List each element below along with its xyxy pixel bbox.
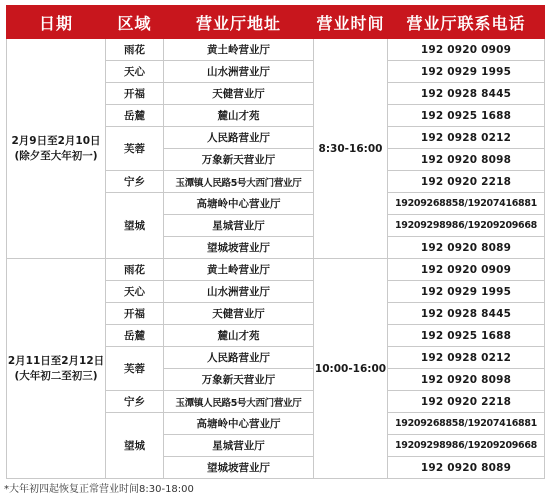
- period-hours: 10:00-16:00: [314, 259, 388, 479]
- header-district: 区域: [106, 6, 164, 39]
- hall-cell: 黄土岭营业厅: [164, 259, 314, 281]
- district-cell: 开福: [106, 303, 164, 325]
- phone-cell: 192 0920 8089: [388, 237, 545, 259]
- period-date-range: 2月9日至2月10日: [11, 134, 101, 147]
- hall-cell: 高塘岭中心营业厅: [164, 193, 314, 215]
- phone-cell: 192 0920 0909: [388, 259, 545, 281]
- hall-cell: 望城坡营业厅: [164, 457, 314, 479]
- hall-cell: 万象新天营业厅: [164, 149, 314, 171]
- schedule-sheet: [6, 5, 544, 479]
- period-date-note: (除夕至大年初一): [14, 149, 98, 162]
- hall-cell: 麓山才苑: [164, 325, 314, 347]
- district-cell: 宁乡: [106, 391, 164, 413]
- phone-cell: 192 0920 0909: [388, 39, 545, 61]
- period-date-cell: [7, 39, 106, 259]
- header-phone: 营业厅联系电话: [388, 6, 545, 39]
- district-cell: 芙蓉: [106, 347, 164, 391]
- phone-cell: 192 0920 2218: [388, 391, 545, 413]
- phone-cell: 19209298986/19209209668: [388, 435, 545, 457]
- period-date-cell: [7, 259, 106, 479]
- district-cell: 望城: [106, 193, 164, 259]
- hall-cell: 星城营业厅: [164, 435, 314, 457]
- district-cell: 岳麓: [106, 325, 164, 347]
- period-hours: 8:30-16:00: [314, 39, 388, 259]
- district-cell: 雨花: [106, 39, 164, 61]
- hall-cell: 万象新天营业厅: [164, 369, 314, 391]
- hall-cell: 麓山才苑: [164, 105, 314, 127]
- table-row: [7, 39, 545, 61]
- phone-cell: 192 0920 8098: [388, 369, 545, 391]
- hall-cell: 天健营业厅: [164, 83, 314, 105]
- phone-cell: 192 0920 2218: [388, 171, 545, 193]
- header-address: 营业厅地址: [164, 6, 314, 39]
- hall-cell: 天健营业厅: [164, 303, 314, 325]
- hall-cell: 玉潭镇人民路5号大西门营业厅: [164, 391, 314, 413]
- header-date: 日期: [7, 6, 106, 39]
- hall-cell: 山水洲营业厅: [164, 61, 314, 83]
- hall-cell: 黄土岭营业厅: [164, 39, 314, 61]
- hall-cell: 高塘岭中心营业厅: [164, 413, 314, 435]
- district-cell: 天心: [106, 61, 164, 83]
- phone-cell: 192 0920 8098: [388, 149, 545, 171]
- hall-cell: 望城坡营业厅: [164, 237, 314, 259]
- phone-cell: 19209268858/19207416881: [388, 193, 545, 215]
- period-date-range: 2月11日至2月12日: [7, 354, 105, 367]
- hours-table: [6, 5, 545, 479]
- district-cell: 开福: [106, 83, 164, 105]
- phone-cell: 192 0929 1995: [388, 281, 545, 303]
- phone-cell: 192 0928 0212: [388, 127, 545, 149]
- header-hours: 营业时间: [314, 6, 388, 39]
- period-date-note: (大年初二至初三): [14, 369, 98, 382]
- hall-cell: 玉潭镇人民路5号大西门营业厅: [164, 171, 314, 193]
- phone-cell: 19209268858/19207416881: [388, 413, 545, 435]
- footnote: *大年初四起恢复正常营业时间8:30-18:00: [4, 484, 194, 495]
- phone-cell: 192 0925 1688: [388, 325, 545, 347]
- table-row: [7, 259, 545, 281]
- phone-cell: 192 0928 8445: [388, 303, 545, 325]
- district-cell: 望城: [106, 413, 164, 479]
- phone-cell: 192 0920 8089: [388, 457, 545, 479]
- hall-cell: 山水洲营业厅: [164, 281, 314, 303]
- district-cell: 雨花: [106, 259, 164, 281]
- phone-cell: 192 0929 1995: [388, 61, 545, 83]
- hall-cell: 人民路营业厅: [164, 347, 314, 369]
- district-cell: 芙蓉: [106, 127, 164, 171]
- district-cell: 宁乡: [106, 171, 164, 193]
- hall-cell: 人民路营业厅: [164, 127, 314, 149]
- phone-cell: 192 0925 1688: [388, 105, 545, 127]
- phone-cell: 192 0928 8445: [388, 83, 545, 105]
- hall-cell: 星城营业厅: [164, 215, 314, 237]
- phone-cell: 192 0928 0212: [388, 347, 545, 369]
- district-cell: 天心: [106, 281, 164, 303]
- phone-cell: 19209298986/19209209668: [388, 215, 545, 237]
- district-cell: 岳麓: [106, 105, 164, 127]
- header-row: [7, 6, 545, 39]
